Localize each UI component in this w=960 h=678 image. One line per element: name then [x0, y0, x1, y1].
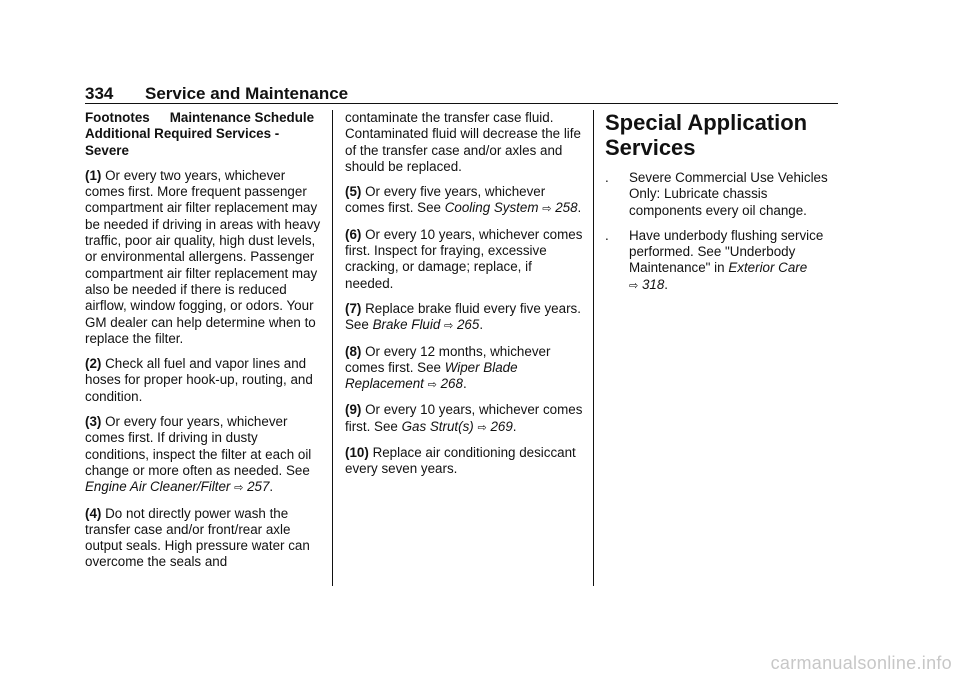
ref-arrow-icon: ⇨: [542, 203, 552, 216]
column-divider: [593, 110, 594, 586]
link-cooling-system[interactable]: Cooling System ⇨ 258: [444, 200, 578, 216]
column-2: [345, 110, 583, 487]
footnote-4-continued: contaminate the transfer case fluid. Contaminated fluid will decrease the life of the transfer case and/or axles and should be replaced.: [345, 110, 581, 174]
footnote-10: (10) Replace air conditioning desiccant every seven years.: [345, 445, 576, 477]
link-exterior-care[interactable]: Exterior Care ⇨ 318: [629, 260, 808, 292]
footnote-9: (9) Or every 10 years, whichever comes first. See Gas Strut(s) ⇨ 269.: [345, 402, 583, 434]
footnote-4: (4) Do not directly power wash the transfer case and/or front/rear axle output seals. High pressure water can overcome the seals and: [85, 505, 310, 570]
footnote-8: (8) Or every 12 months, whichever comes first. See Wiper Blade Replacement ⇨ 268.: [345, 343, 551, 392]
footnote-5: (5) Or every five years, whichever comes first. See Cooling System ⇨ 258.: [345, 184, 582, 216]
link-gas-struts[interactable]: Gas Strut(s) ⇨ 269: [401, 418, 513, 434]
ref-arrow-icon: ⇨: [234, 482, 244, 495]
link-engine-air-cleaner[interactable]: Engine Air Cleaner/Filter ⇨ 257: [85, 479, 270, 495]
section-heading: Special Application Services: [605, 110, 808, 160]
ref-arrow-icon: ⇨: [427, 379, 437, 392]
page-number: 334: [85, 84, 114, 103]
footnote-6: (6) Or every 10 years, whichever comes first. Inspect for fraying, excessive cracking, or damage; replace, if needed.: [345, 226, 583, 291]
link-brake-fluid[interactable]: Brake Fluid ⇨ 265: [372, 317, 480, 333]
watermark: carmanualsonline.info: [770, 653, 952, 673]
page-header: [85, 84, 837, 104]
footnotes-heading: Footnotes Maintenance Schedule Additional Required Services - Severe: [85, 110, 315, 158]
ref-arrow-icon: ⇨: [629, 279, 639, 292]
footnote-7: (7) Replace brake fluid every five years. See Brake Fluid ⇨ 265.: [345, 300, 581, 333]
footnote-3: (3) Or every four years, whichever comes first. If driving in dusty conditions, inspect the filter at each oil change or more often as needed. See Engine Air Cleaner/Filter ⇨ 257.: [85, 414, 312, 495]
column-1: [85, 110, 323, 580]
bullet-icon: .: [605, 227, 609, 243]
list-item: . Severe Commercial Use Vehicles Only: Lubricate chassis components every oil change.: [605, 170, 828, 218]
link-wiper-blade-replacement[interactable]: Wiper Blade Replacement ⇨ 268: [345, 359, 518, 392]
footnote-2: (2) Check all fuel and vapor lines and hoses for proper hook-up, routing, and condition.: [85, 356, 313, 404]
list-item: . Have underbody flushing service performed. See "Underbody Maintenance" in Exterior Care ⇨ 318.: [605, 228, 840, 294]
ref-arrow-icon: ⇨: [444, 320, 454, 333]
header-rule: [85, 103, 838, 104]
footnote-1: (1) Or every two years, whichever comes first. More frequent passenger compartment air filter replacement may be needed if driving in areas with heavy traffic, poor air quality, high dust levels, or environmental allergens. Passenger compartment air filter replacement may also be needed if there is reduced airflow, window fogging, or odors. Your GM dealer can help determine when to replace the filter.: [85, 167, 321, 346]
bullet-icon: .: [605, 170, 609, 185]
column-divider: [332, 110, 333, 586]
ref-arrow-icon: ⇨: [477, 421, 487, 434]
column-3: [605, 110, 840, 303]
section-title: Service and Maintenance: [145, 84, 349, 103]
